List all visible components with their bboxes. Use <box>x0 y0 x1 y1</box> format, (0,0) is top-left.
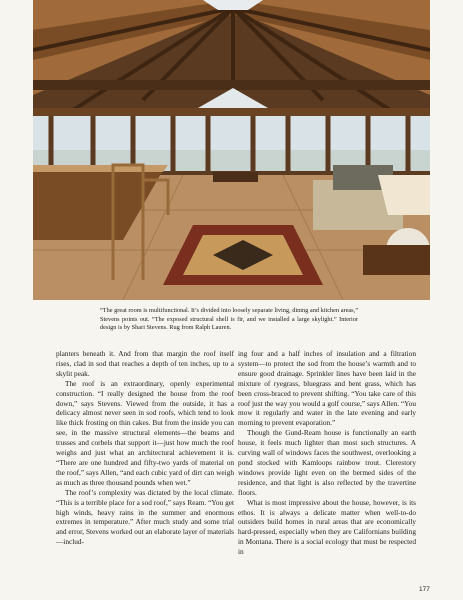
paragraph: Though the Gund-Ream house is functionally an earth house, it feels much lighter than most such structures. A curving wall of windows faces the southwest, overlooking a pond stocked with Kamloops rainbow trout. Clerestory windows provide light even on the bermed sides of the residence, and that light is also reflected by the travertine floors. <box>238 428 416 497</box>
article-column-left <box>56 349 234 547</box>
page-number: 177 <box>419 586 430 593</box>
article-column-right <box>238 349 416 557</box>
paragraph: The roof is an extraordinary, openly experimental construction. “I really designed the house from the roof down,” says Stevens. Viewed from the outside, it has a delicacy almost never seen in sod roofs, which tend to look like thick frosting on thin cakes. But from the inside you can see, in the massive structural elements—the beams and trusses and corbels that support it—just how much the roof weighs and just what an architectural achievement it is. “There are one hundred and fifty-two yards of material on the roof,” says Allen, “and each cubic yard of dirt can weigh as much as three thousand pounds when wet.” <box>56 378 234 487</box>
paragraph: What is most impressive about the house, however, is its ethos. It is always a delicate matter when well-to-do outsiders build homes in rural areas that are economically hard-pressed, especially when they are Californians building in Montana. There is a social ecology that must be respected in <box>238 497 416 557</box>
great-room-photo <box>33 0 430 300</box>
photo-caption: “The great room is multifunctional. It’s divided into loosely separate living, dining and kitchen areas,” Stevens points out. “The exposed structural shell is fir, and we installed a large skylight.” Interior design is by Shari Stevens. Rug from Ralph Lauren. <box>100 307 358 332</box>
paragraph: ing four and a half inches of insulation and a filtration system—to protect the sod from the house’s warmth and to ensure good drainage. Sprinkler lines have been laid in the mixture of ryegrass, bluegrass and bent grass, which has been cross-braced to prevent shifting. “You take care of this roof just the way you would a golf course,” says Allen. “You mow it regularly and water in the late evening and early morning to prevent evaporation.” <box>238 349 416 428</box>
paragraph: The roof’s complexity was dictated by the local climate. “This is a terrible place for a sod roof,” says Ream. “You get high winds, heavy rains in the summer and enormous extremes in temperature.” After much study and some trial and error, Stevens worked out an elaborate layer of materials—includ- <box>56 487 234 547</box>
paragraph: planters beneath it. And from that margin the roof itself rises, clad in sod that reaches a depth of ten inches, up to a skylit peak. <box>56 349 234 378</box>
